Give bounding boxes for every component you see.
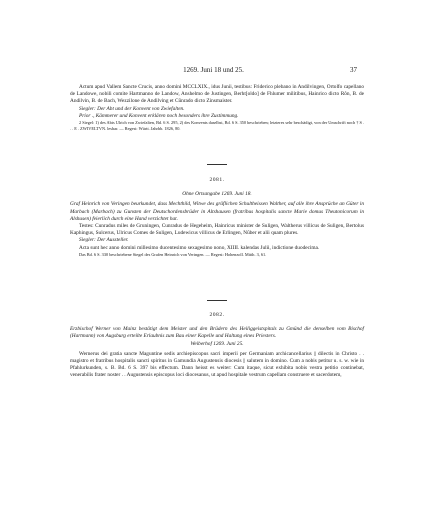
document-number: 2081. — [209, 176, 225, 183]
document-number: 2082. — [209, 311, 225, 318]
sealer-line: Siegler: Der Aussteller. — [79, 237, 129, 244]
actum-paragraph: Actum apud Vallem Sancte Crucis, anno domini MCCLXIX., idus Junii, testibus: Friderico plebano in Andilvingen, Ortolfo capellano de Landowe, nobili comite Hartmanno de Landow, Anshelmo de Justingen, Berht[oldo] de Fhlumer militibus, Hainrico dicto Rôn, B. de Andilvin, B. de Bach, Wezzilone de Andilving et Cûnrado dicto Zinsmaister. — [70, 84, 364, 105]
document-2081 — [70, 171, 364, 257]
document-2082 — [70, 306, 364, 380]
section-divider-2081 — [70, 164, 364, 165]
document-summary: Erzbischof Werner von Mainz bestätigt dem Meister und den Brüdern des Heiliggeistspitals zu Gmünd die denselben vom Bischof (Hartmann) von Augsburg erteilte Erlaubnis zum Bau einer Kapelle und Haltung eines Priesters. — [70, 326, 364, 340]
header-title: 1269. Juni 18 und 25. — [183, 66, 244, 74]
witness-list: Testes: Cunradus miles de Gruningen, Cunradus de Hegeheim, Hainricus minister de Suligen, Waltherus villicus de Suligen, Bertolus Kaphingus, Sulcerus, Ulricus Comes de Suligen, Ludewicus villicus de Erlingen, Nûber et alii quam plures. — [70, 223, 364, 237]
document-date: Weiberhof 1269. Juni 25. — [190, 340, 244, 347]
section-divider-2082 — [70, 300, 364, 301]
document-summary: Graf Heinrich von Veringen beurkundet, dass Mechthild, Witwe des gräflichen Schultheissen Walther, auf alle ihre Ansprüche an Güter in Marbach (Marbach) zu Gunsten der Deutschordensbrüder in Altshausen (fratribus hospitalis sancte Marie domus Theutonicorum in Alshusen) feierlich durch eine Hand verzichtet hat. — [70, 201, 364, 222]
divider-rule — [207, 164, 227, 165]
sealer-line: Siegler: Der Abt und der Konvent von Zwiefalten. — [79, 105, 185, 112]
consent-line: Prior ., Kämmerer und Konvent erklären noch besonders ihre Zustimmung. — [79, 112, 239, 119]
running-header — [0, 66, 427, 78]
document-date: Ohne Ortsangabe 1269. Juni 18. — [182, 191, 252, 198]
page-number: 37 — [350, 66, 357, 74]
seal-note: 2 Siegel: 1) des Abts Ulrich von Zwiefalten, Bd. 6 S. 295, 2) des Konvents daselbst, Bd. 6 S. 350 beschrieben; letzteres sehr beschädigt, von der Umschrift noch † S . . . E . ZWIVELTVN. lesbar. — Regest: Württ. Jahrbb. 1826, 80. — [70, 120, 364, 131]
divider-rule — [207, 300, 227, 301]
actum-paragraph: Acta sunt hec anno domini millesimo ducentesimo sexagesimo nono, XIIII. kalendas Julii, indictione duodecima. — [79, 244, 320, 251]
seal-note: Das Bd. 6 S. 330 beschriebene Siegel des Grafen Heinrich von Veringen. — Regest: Hohenzoll. Mitth. 3, 61. — [79, 251, 267, 257]
document-text: Wernerus dei gratia sancte Maguntine sedis archiepiscopus sacri imperii per Germaniam archicancellarius || dilectis in Christo . . magistro et fratribus hospitalis sancti spiritus in Gamundia Augustensis diocesis || salutem in domino. Cum a nobis petitur u. s. w. wie in Pfahlurkunden, s. B. Bd. 6 S. 397 bis effectum. Dann heisst es weiter: Cum itaque, sicut exhibita nobis vestra petitio continebat, venerabilis frater noster . . Augustensis episcopus loci diocesanus, ut apud hospitale vestrum capellam construere et sacerdotem, — [70, 350, 364, 379]
previous-document-end — [70, 84, 364, 131]
